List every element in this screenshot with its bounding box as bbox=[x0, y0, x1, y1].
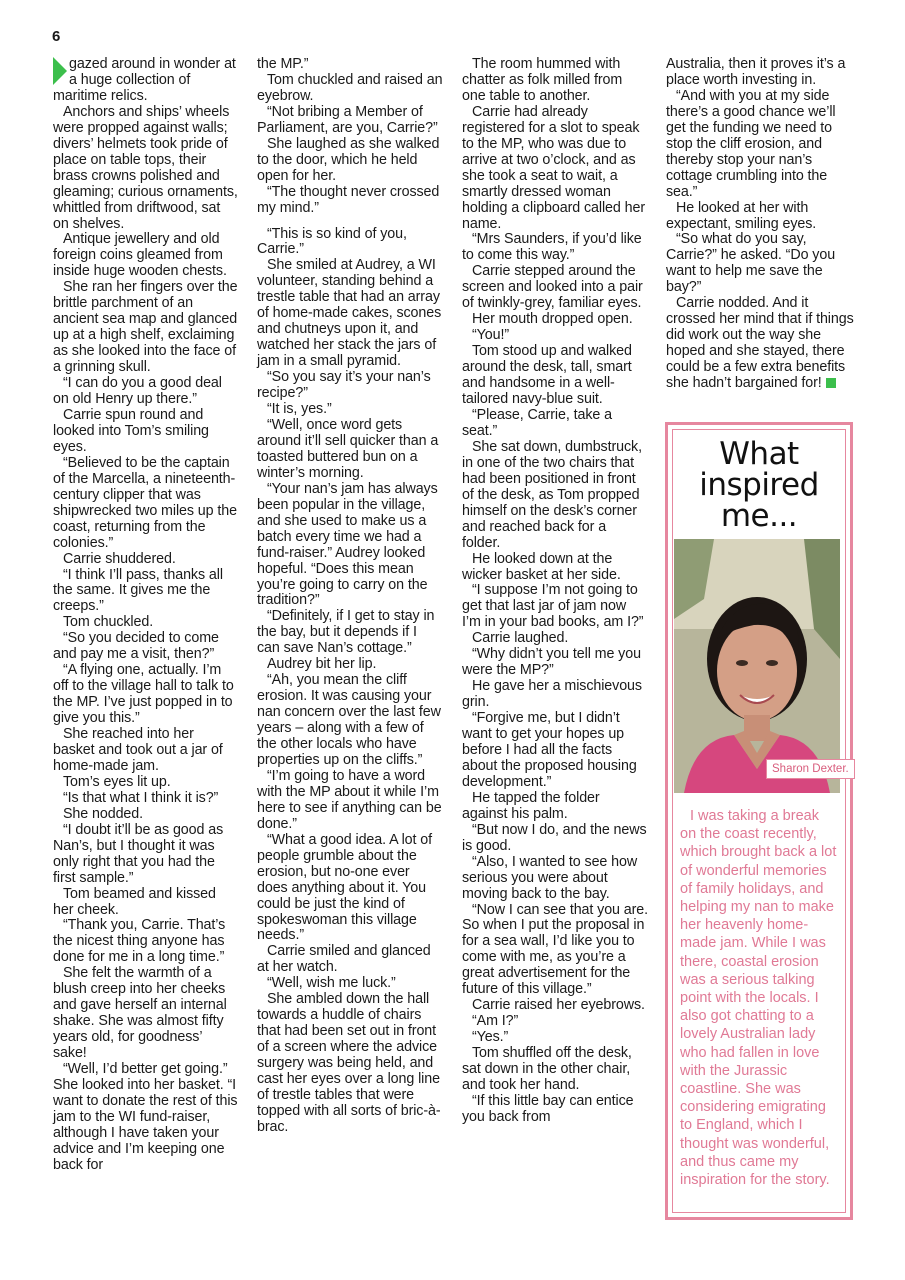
story-paragraph: She ran her fingers over the brittle parchment of an ancient sea map and glanced up at a high shelf, exclaiming as she looked into the face of a grinning skull. bbox=[53, 279, 238, 376]
story-paragraph: Australia, then it proves it’s a place worth investing in. bbox=[666, 56, 846, 88]
story-paragraph: She ambled down the hall towards a huddle of chairs that had been set out in front of a screen where the advice surgery was being held, and cast her eyes over a long line of trestle tables that were topped with all sorts of bric-à-brac. bbox=[257, 991, 441, 1135]
story-paragraph: Tom stood up and walked around the desk, tall, smart and handsome in a well-tailored navy-blue suit. bbox=[462, 343, 632, 408]
story-paragraph: She smiled at Audrey, a WI volunteer, standing behind a trestle table that had an array of home-made cakes, scones and chutneys upon it, and watched her stack the jars of jam in a small pyramid. bbox=[257, 257, 442, 370]
story-paragraph: “I can do you a good deal on old Henry up there.” bbox=[53, 375, 222, 408]
sidebar-title: What inspired me... bbox=[699, 436, 819, 534]
story-paragraph: “So what do you say, Carrie?” he asked. “Do you want to help me save the bay?” bbox=[666, 231, 836, 296]
author-photo-image bbox=[674, 539, 840, 793]
story-paragraph: “So you say it’s your nan’s recipe?” bbox=[257, 369, 431, 402]
story-paragraph: Audrey bit her lip. bbox=[267, 656, 377, 673]
story-paragraph: “Why didn’t you tell me you were the MP?” bbox=[462, 646, 641, 679]
story-paragraph: “I think I’ll pass, thanks all the same. It gives me the creeps.” bbox=[53, 566, 223, 615]
story-paragraph: “Definitely, if I get to stay in the bay, but it depends if I can save Nan’s cottage.” bbox=[257, 608, 435, 657]
story-paragraph: “Yes.” bbox=[472, 1029, 509, 1046]
story-paragraph: “So you decided to come and pay me a visit, then?” bbox=[53, 630, 219, 663]
story-paragraph: The room hummed with chatter as folk milled from one table to another. bbox=[462, 56, 623, 104]
story-paragraph: Carrie laughed. bbox=[472, 630, 569, 647]
story-paragraph: “Am I?” bbox=[472, 1013, 519, 1030]
sidebar-text: I was taking a break on the coast recently, which brought back a lot of wonderful memories of family holidays, and helping my nan to make her heavenly home-made jam. While I was there, coastal erosion was a serious talking point with the locals. I also got chatting to a lovely Australian lady who had fallen in love with the Jurassic coastline. She was considering emigrating to England, which I thought was wonderful, and thus came my inspiration for the story. bbox=[680, 808, 837, 1189]
story-paragraph: Anchors and ships’ wheels were propped against walls; divers’ helmets took pride of place on table tops, their brass crowns polished and gleaming; curious ornaments, whittled from driftwood, sat on shelves. bbox=[53, 103, 238, 232]
story-end-square-icon bbox=[826, 378, 836, 388]
story-paragraph: Tom’s eyes lit up. bbox=[63, 773, 171, 790]
story-paragraph: “Forgive me, but I didn’t want to get your hopes up before I had all the facts about the proposed housing development.” bbox=[462, 710, 637, 790]
story-paragraph: “It is, yes.” bbox=[267, 401, 332, 418]
story-paragraph: Tom shuffled off the desk, sat down in the other chair, and took her hand. bbox=[462, 1045, 632, 1093]
story-paragraph: “Mrs Saunders, if you’d like to come this way.” bbox=[462, 231, 642, 264]
story-paragraph: “Now I can see that you are. So when I put the proposal in for a sea wall, I’d like you to come with me, as you’re a great advertisement for the future of this village.” bbox=[462, 901, 649, 998]
story-paragraph: He looked at her with expectant, smiling eyes. bbox=[666, 199, 817, 232]
story-paragraph: Carrie spun round and looked into Tom’s smiling eyes. bbox=[53, 406, 209, 455]
story-paragraph: Carrie raised her eyebrows. bbox=[472, 997, 645, 1014]
story-paragraph: “I’m going to have a word with the MP about it while I’m here to see if anything can be done.” bbox=[257, 767, 442, 832]
story-paragraph: She nodded. bbox=[63, 805, 143, 822]
story-paragraph: “A flying one, actually. I’m off to the village hall to talk to the MP. I’ve just popped in to give you this.” bbox=[53, 662, 234, 727]
story-paragraph: “Your nan’s jam has always been popular in the village, and she used to make us a batch every time we had a fund-raiser.” Audrey looked hopeful. “Does this mean you’re going to carry on the tradition?” bbox=[257, 480, 438, 609]
photo-caption: Sharon Dexter. bbox=[766, 759, 855, 779]
story-paragraph: “Well, I’d better get going.” She looked into her basket. “I want to donate the rest of this jam to the WI fund-raiser, although I have taken your advice and I’m keeping one back for bbox=[53, 1061, 238, 1173]
story-paragraph: the MP.” bbox=[257, 56, 309, 72]
story-paragraph: “If this little bay can entice you back from bbox=[462, 1092, 634, 1125]
story-start-arrow-icon bbox=[53, 57, 67, 85]
story-paragraph: “Please, Carrie, take a seat.” bbox=[462, 406, 612, 439]
story-paragraph: “You!” bbox=[472, 327, 510, 344]
story-paragraph: “But now I do, and the news is good. bbox=[462, 821, 647, 854]
story-paragraph: Tom chuckled. bbox=[63, 614, 154, 631]
story-column-3 bbox=[462, 57, 648, 1126]
story-paragraph: He tapped the folder against his palm. bbox=[462, 789, 600, 822]
story-paragraph: She laughed as she walked to the door, which he held open for her. bbox=[257, 135, 440, 184]
story-paragraph: He looked down at the wicker basket at her side. bbox=[462, 550, 621, 583]
story-column-4 bbox=[666, 57, 856, 392]
story-paragraph: “What a good idea. A lot of people grumble about the erosion, but no-one ever does anything about it. You could be just the kind of spokeswoman this village needs.” bbox=[257, 831, 433, 944]
story-paragraph: Tom chuckled and raised an eyebrow. bbox=[257, 71, 443, 104]
story-paragraph: “Well, wish me luck.” bbox=[267, 975, 396, 992]
story-paragraph: She sat down, dumbstruck, in one of the two chairs that had been positioned in front of the desk, as Tom propped himself on the desk’s corner and reached back for a folder. bbox=[462, 438, 642, 551]
story-paragraph: She reached into her basket and took out a jar of home-made jam. bbox=[53, 726, 223, 774]
author-sidebar bbox=[665, 422, 853, 1220]
story-paragraph: “Also, I wanted to see how serious you were about moving back to the bay. bbox=[462, 853, 638, 902]
story-paragraph: gazed around in wonder at a huge collection of maritime relics. bbox=[53, 56, 236, 104]
story-paragraph: Carrie smiled and glanced at her watch. bbox=[257, 943, 431, 976]
story-paragraph: “Believed to be the captain of the Marcella, a nineteenth-century clipper that was shipwrecked two miles up the coast, returning from the colonies.” bbox=[53, 454, 237, 551]
page-number: 6 bbox=[52, 28, 61, 45]
story-paragraph: “Ah, you mean the cliff erosion. It was causing your nan concern over the last few years – along with a few of the other locals who have properties up on the cliffs.” bbox=[257, 672, 441, 768]
story-paragraph: “Well, once word gets around it’ll sell quicker than a toasted buttered bun on a winter’s morning. bbox=[257, 416, 439, 481]
story-paragraph: Carrie shuddered. bbox=[63, 550, 176, 567]
story-paragraph: “Thank you, Carrie. That’s the nicest thing anyone has done for me in a long time.” bbox=[53, 917, 226, 966]
story-paragraph: “The thought never crossed my mind.” bbox=[257, 183, 440, 216]
story-paragraph: “And with you at my side there’s a good chance we’ll get the funding we need to stop the cliff erosion, and thereby stop your nan’s cottage crumbling into the sea.” bbox=[666, 87, 836, 200]
story-column-1 bbox=[53, 57, 239, 1174]
story-paragraph: Carrie nodded. And it crossed her mind that if things did work out the way she hoped and she stayed, there could be a few extra benefits she hadn’t bargained for! bbox=[666, 295, 854, 392]
story-paragraph: Tom beamed and kissed her cheek. bbox=[53, 885, 216, 918]
story-paragraph: Carrie stepped around the screen and looked into a pair of twinkly-grey, familiar eyes. bbox=[462, 263, 643, 312]
author-photo bbox=[674, 539, 840, 793]
story-paragraph: She felt the warmth of a blush creep into her cheeks and gave herself an internal shake. She was almost fifty years old, for goodness’ sake! bbox=[53, 965, 227, 1062]
story-paragraph: “Not bribing a Member of Parliament, are you, Carrie?” bbox=[257, 103, 438, 136]
story-paragraph: He gave her a mischievous grin. bbox=[462, 678, 642, 711]
story-paragraph: Her mouth dropped open. bbox=[472, 311, 633, 328]
story-column-2 bbox=[257, 57, 443, 1136]
story-paragraph: “I doubt it’ll be as good as Nan’s, but I thought it was only right that you had the first sample.” bbox=[53, 821, 224, 886]
story-paragraph: Carrie had already registered for a slot to speak to the MP, who was due to arrive at two o’clock, and as she took a seat to wait, a smartly dressed woman holding a clipboard called her name. bbox=[462, 103, 645, 232]
story-paragraph: “Is that what I think it is?” bbox=[63, 789, 219, 806]
story-paragraph: Antique jewellery and old foreign coins gleamed from inside huge wooden chests. bbox=[53, 231, 227, 280]
story-paragraph: “This is so kind of you, Carrie.” bbox=[257, 225, 407, 258]
story-paragraph: “I suppose I’m not going to get that last jar of jam now I’m in your bad books, am I?” bbox=[462, 582, 644, 631]
